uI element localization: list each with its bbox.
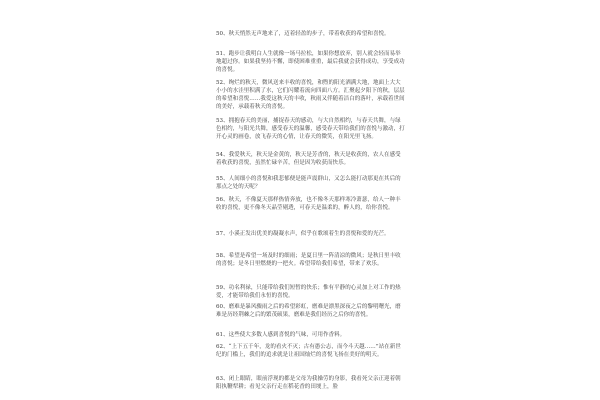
paragraph-11	[216, 303, 406, 319]
paragraph-8	[216, 230, 406, 238]
paragraph-6	[216, 175, 406, 191]
paragraph-10	[216, 284, 406, 300]
paragraph-7	[216, 196, 406, 212]
paragraph-text: 60、磨难是暴风骤雨之后的希望彩虹，磨难是漂黑深夜之后的黎明曙光，磨难是历经荆棘之后的繁茂硕果，磨难是我们经历之后你的喜悦。	[216, 304, 401, 318]
paragraph-text: 52、绚烂的秋天，微风送来丰收的喜悦，和煦的阳光洒满大地，地面上大大小小的水洼里积满了水，它们闪耀着流向四面八方。汇聚起夕阳下的秋，层层的希望和喜悦……我爱这秋天的丰收，秋雨又伴随着洁白的落叶，承载着世间的美好，承载着秋天的喜悦。	[216, 80, 405, 110]
paragraph-2	[216, 50, 406, 74]
paragraph-4	[216, 117, 406, 141]
paragraph-14	[216, 375, 406, 391]
paragraph-text: 53、拥抱春天的美丽，捕捉春天的感动，与大自然相约，与春天共舞，与绿色相约，与阳光共舞，感受春天的温馨，感受春天带给我们的喜悦与激动，打开心灵的画卷，放飞春天的心情，让春天的微笑，在阳光里飞扬。	[216, 118, 405, 140]
paragraph-text: 50、秋天悄然无声地来了，迈着轻盈的步子，带着收获的希望和喜悦。	[216, 31, 390, 37]
paragraph-text: 59、功名利禄，只能带给我们短暂的快乐；惟有平静的心灵加上对工作的热爱，才能带给我们永恒的喜悦。	[216, 285, 401, 299]
paragraph-text: 62、“上下五千年，龙的看火不灭；古有愚公志，而今斗天越……”站在新世纪的门槛上，我们的追求就是让祖国灿烂的喜悦飞扬在美好的明天。	[216, 344, 401, 358]
paragraph-12	[216, 331, 406, 339]
paragraph-text: 51、跑步让我明白人生就像一场马拉松，如果你想放弃，别人就会轻而易举地超过你。如果我坚持不懈，即使困难重重，最后我就会获得成功，享受成功的喜悦。	[216, 51, 405, 73]
paragraph-text: 61、这些使大多数人感到喜悦的气味，可用作香料。	[216, 332, 346, 338]
paragraph-9	[216, 252, 406, 268]
paragraph-text: 58、希望是希望一场及时的细雨；是夏日里一阵清凉的微风；是秋日里丰收的喜悦；是冬日里燃烧的一把火。希望带给我们希望，带来了欢乐。	[216, 253, 401, 267]
paragraph-text: 54、我爱秋天，秋天是金黄的，秋天是芳香的，秋天是收获的，农人在感受着收获的喜悦，虽然忙碌辛苦，但是因为收获而快乐。	[216, 152, 401, 166]
paragraph-3	[216, 79, 406, 111]
paragraph-text: 63、闭上眼睛，眼前浮现的都是父母为我操劳的身影，我看死父亲正迎着朝阳执鞭犁耕；看见父亲行走在稻花香的田埂上，脸	[216, 376, 401, 390]
paragraph-13	[216, 343, 406, 359]
paragraph-text: 57、小溪正发出优美的凝凝水声，似乎在歌颂着生的喜悦和爱的光芒。	[216, 231, 390, 237]
paragraph-text: 56、秋天，不像夏天那样热情奔放，也不像冬天那样寒冷萧瑟，给人一种丰收的喜悦，更不像冬天晶莹剔透，可春天是温柔的，醉人的，给你喜悦。	[216, 197, 401, 211]
paragraph-5	[216, 151, 406, 167]
paragraph-1	[216, 30, 406, 38]
paragraph-text: 55、人间细小的喜悦和我悲郁便是能声震群山，又怎么能打动那更在其后的那点之处的天呢？	[216, 176, 401, 190]
